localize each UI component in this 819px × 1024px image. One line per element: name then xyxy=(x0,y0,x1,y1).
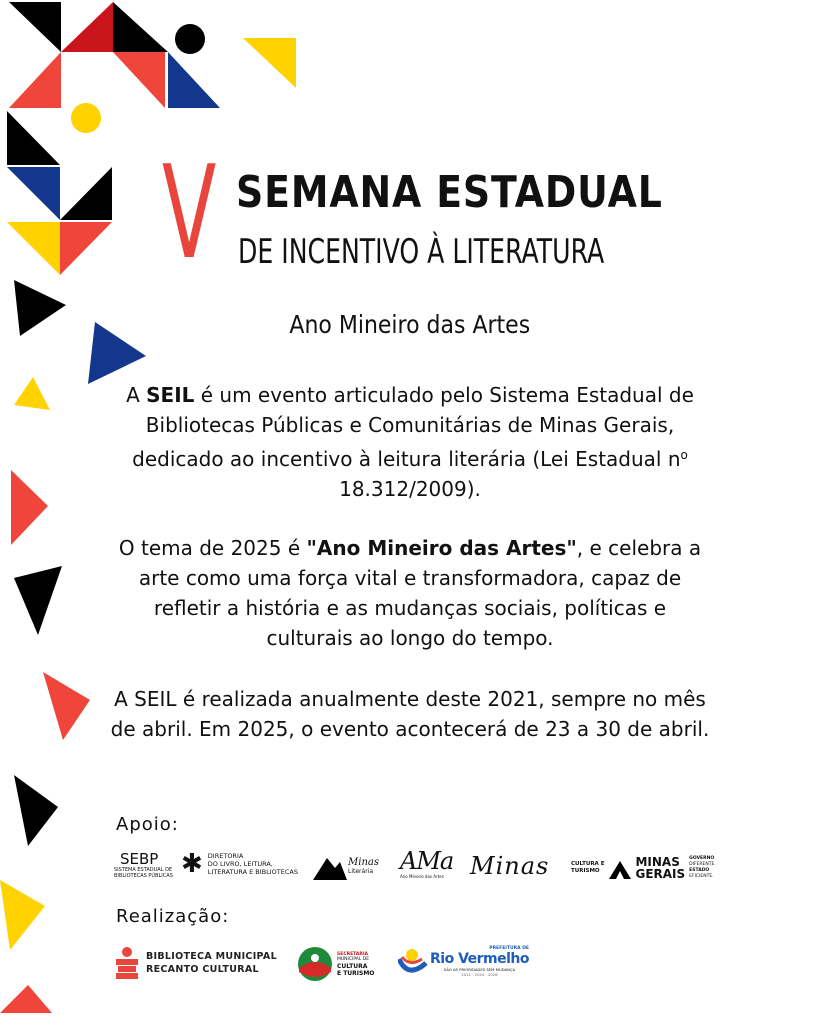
mountain-icon xyxy=(313,852,347,880)
triangle-red xyxy=(0,985,52,1013)
realizacao-label: Realização: xyxy=(116,906,230,927)
sebp-logo: SEBP SISTEMA ESTADUAL DE BIBLIOTECAS PÚBLICAS xyxy=(114,850,173,879)
triangle-red xyxy=(60,222,112,275)
governo-minas-gerais-logo: CULTURA E TURISMO MINAS GERAIS GOVERNO DIFERENTE. ESTADO EFICIENTE. xyxy=(571,855,716,881)
triangle-red xyxy=(113,52,165,108)
triangle-navy xyxy=(168,52,220,108)
diretoria-logo: ✱ DIRETORIA DO LIVRO, LEITURA, LITERATURA E BIBLIOTECAS xyxy=(181,849,298,879)
triangle-yellow xyxy=(7,222,60,275)
triangle-black xyxy=(60,167,112,220)
triangle-yellow xyxy=(14,377,50,410)
circle-black xyxy=(175,24,205,54)
triangle-yellow xyxy=(243,38,296,88)
minas-gerais-emblem-icon xyxy=(609,857,631,879)
triangle-black xyxy=(7,111,60,165)
minas-script-logo: Minas xyxy=(470,852,550,880)
asterisk-icon: ✱ xyxy=(181,849,203,879)
title-line2: DE INCENTIVO À LITERATURA xyxy=(238,232,605,272)
triangle-red xyxy=(9,52,61,108)
title-line1: SEMANA ESTADUAL xyxy=(236,167,663,218)
title-numeral: V xyxy=(162,139,217,288)
triangle-red xyxy=(43,672,90,740)
secretaria-cultura-logo: SECRETARIA MUNICIPAL DE CULTURA E TURISMO xyxy=(297,946,374,982)
biblioteca-municipal-logo: BIBLIOTECA MUNICIPAL RECANTO CULTURAL xyxy=(114,946,277,980)
minas-literaria-logo: Minas Literária xyxy=(313,852,379,880)
triangle-black xyxy=(113,2,168,52)
prefeitura-rio-vermelho-logo: PREFEITURA DE Rio Vermelho SÃO AS PRIORIDADES SEM MUDANÇA 2021 · 2024 · 2028 xyxy=(398,945,529,977)
ano-mineiro-artes-logo: AMa Ano Mineiro das Artes xyxy=(400,847,454,879)
book-stack-icon xyxy=(114,946,140,980)
paragraph-theme: O tema de 2025 é "Ano Mineiro das Artes", e celebra a arte como uma força vital e transformadora, capaz de refletir a história e as mudanças sociais, políticas e culturais ao longo do tempo. xyxy=(118,536,702,650)
paragraph-about: A SEIL é um evento articulado pelo Sistema Estadual de Bibliotecas Públicas e Comunitárias de Minas Gerais, dedicado ao incentivo à leitura literária (Lei Estadual $n^o$ 18.312/2009). xyxy=(126,383,694,501)
triangle-black xyxy=(9,2,61,52)
triangle-black xyxy=(14,775,58,846)
triangle-dark-red xyxy=(61,2,113,52)
triangle-red xyxy=(11,470,48,545)
circle-yellow xyxy=(71,103,101,133)
secretaria-emblem-icon xyxy=(297,946,333,982)
apoio-label: Apoio: xyxy=(116,814,179,835)
paragraph-dates: A SEIL é realizada anualmente deste 2021, sempre no mês de abril. Em 2025, o evento acontecerá de 23 a 30 de abril. xyxy=(110,687,710,741)
theme-title: Ano Mineiro das Artes xyxy=(289,310,530,339)
triangle-yellow xyxy=(0,880,45,950)
triangle-navy xyxy=(7,167,60,220)
prefeitura-emblem-icon xyxy=(398,945,428,977)
triangle-black xyxy=(14,566,62,635)
